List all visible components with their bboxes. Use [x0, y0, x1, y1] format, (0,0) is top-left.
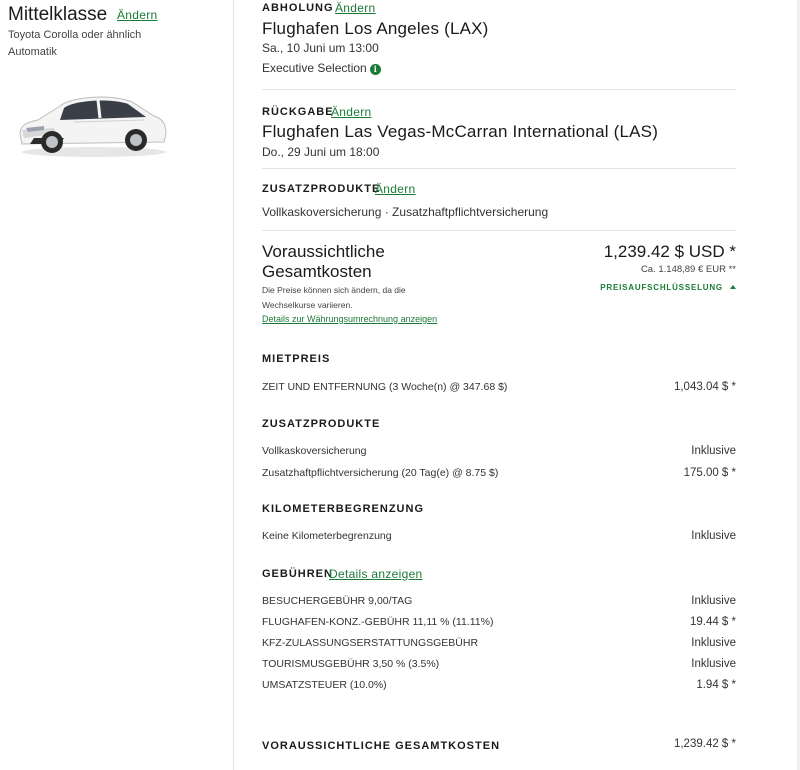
price-breakdown-label: PREISAUFSCHLÜSSELUNG	[600, 283, 723, 292]
price-row	[262, 445, 736, 461]
divider	[262, 230, 736, 231]
price-row	[262, 658, 736, 674]
price-row-value: 1.94 $ *	[696, 679, 736, 691]
extras-label: ZUSATZPRODUKTE	[262, 183, 381, 195]
price-row	[262, 595, 736, 611]
car-model-text: Toyota Corolla oder ähnlich	[8, 29, 142, 41]
total-amount-eur: Ca. 1.148,89 € EUR **	[640, 264, 736, 275]
price-row-value: Inklusive	[691, 658, 736, 670]
price-row	[262, 616, 736, 632]
price-breakdown-toggle[interactable]	[600, 283, 736, 292]
program-name: Executive Selection	[262, 61, 367, 75]
info-icon[interactable]: i	[370, 64, 381, 75]
extras-section-title: ZUSATZPRODUKTE	[262, 418, 381, 430]
grand-total-label: VORAUSSICHTLICHE GESAMTKOSTEN	[262, 740, 501, 752]
rate-section-title: MIETPREIS	[262, 353, 331, 365]
price-row-value: 19.44 $ *	[689, 616, 736, 628]
dropoff-location: Flughafen Las Vegas-McCarran International (LAS)	[262, 122, 659, 141]
price-row-label: Keine Kilometerbegrenzung	[262, 530, 392, 542]
divider	[262, 89, 736, 90]
divider	[262, 168, 736, 169]
total-amount-usd: 1,239.42 $ USD *	[603, 242, 736, 261]
total-title: Voraussichtliche Gesamtkosten	[262, 242, 385, 281]
change-extras-link[interactable]: Ändern	[375, 182, 416, 196]
vehicle-summary-panel	[0, 0, 234, 770]
price-row-value: 175.00 $ *	[683, 467, 736, 479]
grand-total-value: 1,239.42 $ *	[673, 738, 736, 750]
price-row-label: Zusatzhaftpflichtversicherung (20 Tag(e) @ 8.75 $)	[262, 467, 499, 479]
price-row	[262, 679, 736, 695]
car-class-title: Mittelklasse	[8, 4, 108, 25]
chevron-up-icon	[730, 285, 736, 289]
dropoff-label: RÜCKGABE	[262, 106, 334, 118]
exchange-rate-note: Die Preise können sich ändern, da die Wechselkurse variieren.	[262, 285, 406, 310]
car-image	[14, 82, 170, 160]
car-description	[8, 27, 208, 61]
price-row-value: Inklusive	[691, 637, 736, 649]
price-row	[262, 637, 736, 653]
currency-details-link[interactable]: Details zur Währungsumrechnung anzeigen	[262, 314, 438, 324]
price-row-label: UMSATZSTEUER (10.0%)	[262, 679, 387, 691]
extras-items: Vollkaskoversicherung · Zusatzhaftpflichtversicherung	[262, 205, 549, 219]
fees-section-title: GEBÜHREN	[262, 568, 333, 580]
change-dropoff-link[interactable]: Ändern	[331, 105, 372, 119]
price-row	[262, 381, 736, 397]
price-row-value: 1,043.04 $ *	[673, 381, 736, 393]
change-car-link[interactable]: Ändern	[117, 8, 158, 22]
price-row-value: Inklusive	[691, 445, 736, 457]
pickup-label: ABHOLUNG	[262, 2, 334, 14]
car-transmission-text: Automatik	[8, 46, 57, 58]
price-row-label: BESUCHERGEBÜHR 9,00/TAG	[262, 595, 413, 607]
price-row-label: FLUGHAFEN-KONZ.-GEBÜHR 11,11 % (11.11%)	[262, 616, 494, 628]
pickup-datetime: Sa., 10 Juni um 13:00	[262, 41, 379, 55]
price-row	[262, 530, 736, 546]
price-row-value: Inklusive	[691, 530, 736, 542]
pickup-location: Flughafen Los Angeles (LAX)	[262, 19, 489, 38]
dropoff-datetime: Do., 29 Juni um 18:00	[262, 145, 380, 159]
price-row-label: KFZ-ZULASSUNGSERSTATTUNGSGEBÜHR	[262, 637, 479, 649]
price-row-label: ZEIT UND ENTFERNUNG (3 Woche(n) @ 347.68 $)	[262, 381, 508, 393]
mileage-section-title: KILOMETERBEGRENZUNG	[262, 503, 424, 515]
fees-details-link[interactable]: Details anzeigen	[329, 567, 423, 581]
program-line	[262, 61, 381, 75]
price-row-label: TOURISMUSGEBÜHR 3,50 % (3.5%)	[262, 658, 440, 670]
price-row	[262, 467, 736, 483]
price-row-value: Inklusive	[691, 595, 736, 607]
change-pickup-link[interactable]: Ändern	[335, 1, 376, 15]
price-row-label: Vollkaskoversicherung	[262, 445, 367, 457]
